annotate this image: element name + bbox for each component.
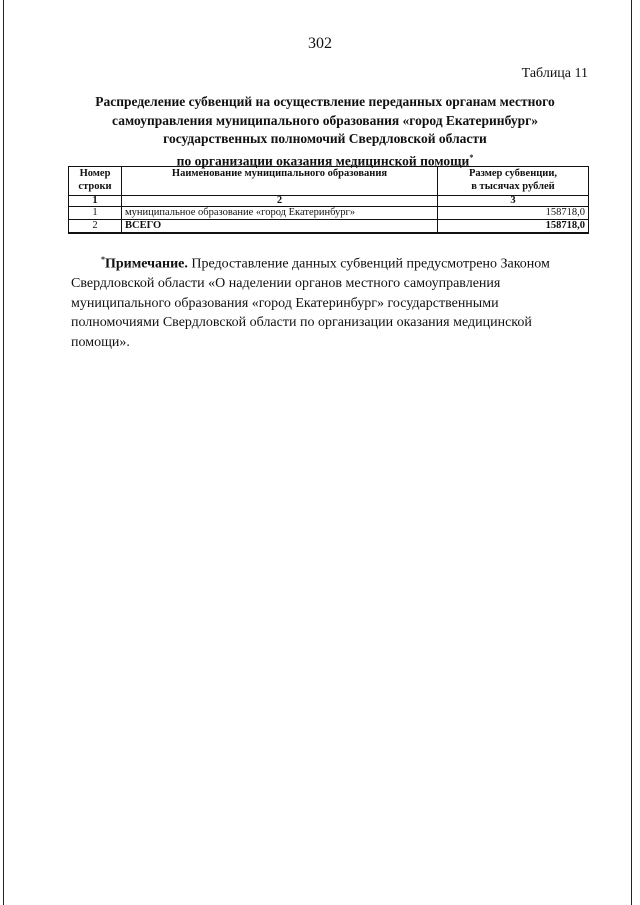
- footnote: [71, 250, 586, 352]
- column-index-2: 2: [122, 196, 438, 207]
- footnote-mark: *: [469, 152, 474, 162]
- page-border-right: [631, 0, 632, 905]
- document-title: [60, 93, 590, 171]
- row-number: 1: [69, 207, 122, 220]
- row-number: 2: [69, 220, 122, 234]
- footnote-label: Примечание.: [105, 256, 188, 272]
- header-amount: [438, 167, 589, 196]
- table-label: Таблица 11: [521, 66, 588, 81]
- title-line-1: Распределение субвенций на осуществление переданных органам местного: [95, 94, 555, 109]
- page-border-left: [3, 0, 4, 905]
- row-municipality: муниципальное образование «город Екатеринбург»: [122, 207, 438, 220]
- table-header-row: [69, 167, 589, 196]
- header-row-number-line2: строки: [78, 181, 112, 192]
- footnote-text: Предоставление данных субвенций предусмотрено Законом Свердловской области «О наделении органов местного самоуправления муниципального образования «город Екатеринбург» государственными полномочиями Свердловской области по организации оказания медицинской помощи».: [71, 256, 550, 350]
- title-line-3: государственных полномочий Свердловской области: [163, 131, 487, 146]
- header-municipality: Наименование муниципального образования: [122, 167, 438, 196]
- header-amount-line2: в тысячах рублей: [471, 181, 555, 192]
- header-row-number: [69, 167, 122, 196]
- table-row-total: [69, 220, 589, 234]
- title-line-2: самоуправления муниципального образования «город Екатеринбург»: [112, 112, 538, 128]
- subvention-table: [68, 166, 589, 234]
- header-row-number-line1: Номер: [79, 168, 111, 179]
- footnote-mark: *: [101, 255, 105, 264]
- column-index-3: 3: [438, 196, 589, 207]
- row-total-amount: 158718,0: [438, 220, 589, 234]
- header-amount-line1: Размер субвенции,: [468, 168, 558, 179]
- row-amount: 158718,0: [438, 207, 589, 220]
- page-number: 302: [308, 35, 332, 52]
- column-index-row: [69, 196, 589, 207]
- table-row: [69, 207, 589, 220]
- column-index-1: 1: [69, 196, 122, 207]
- row-total-label: ВСЕГО: [122, 220, 438, 234]
- title-line-4-text: по организации оказания медицинской помощи: [176, 153, 470, 168]
